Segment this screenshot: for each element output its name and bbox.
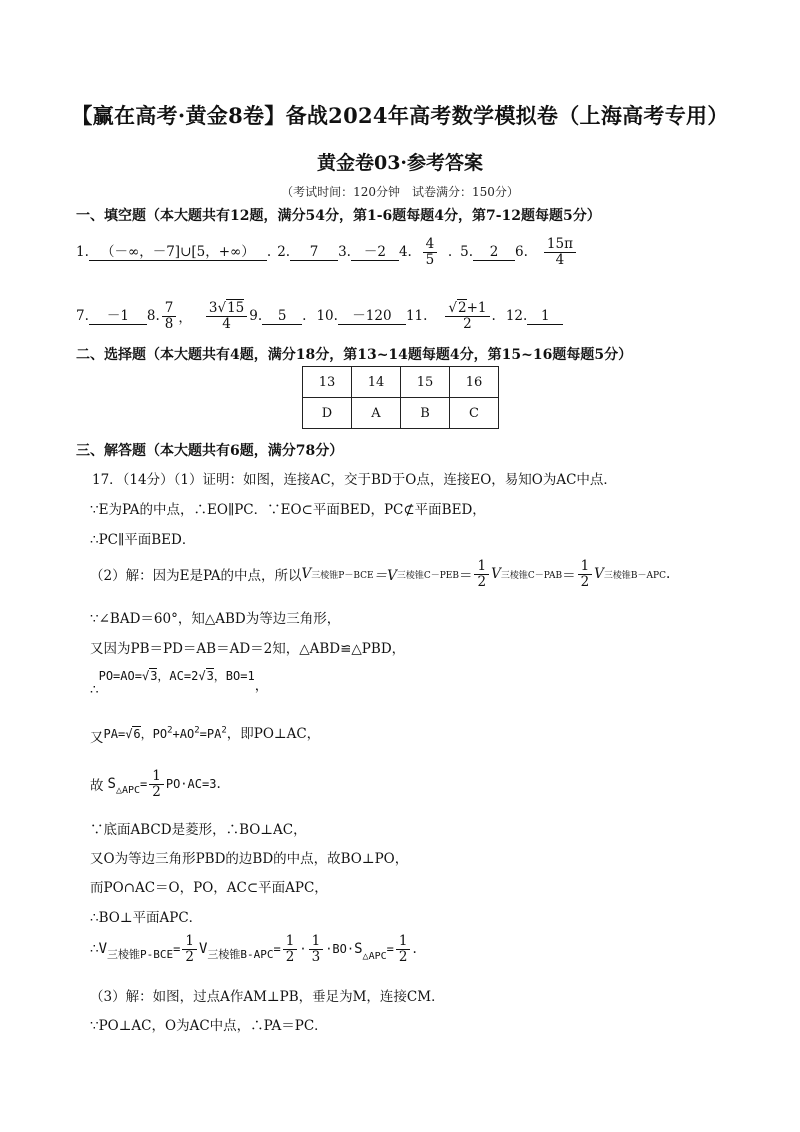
q12-answer: 1 (527, 308, 563, 325)
sqrt-expr: √3 (198, 669, 214, 683)
sqrt-expr: √3 (141, 669, 158, 683)
table-row (303, 367, 499, 398)
half-fraction (396, 934, 411, 963)
q6-numerator: 15π (544, 237, 576, 252)
q11-denominator: 2 (463, 315, 472, 332)
section1-heading: 一、填空题（本大题共有12题，满分54分，第1-6题每题4分，第7-12题每题5分） (76, 208, 601, 224)
math-expr: PA= (103, 727, 126, 741)
volume-symbol: ＝V (373, 568, 397, 584)
choice-answer-table (302, 366, 499, 429)
q5-number: 5. (460, 244, 474, 260)
section2-heading: 二、选择题（本大题共有4题，满分18分，第13~14题每题4分，第15~16题每题5分） (76, 347, 633, 363)
q2-answer: 7 (290, 244, 338, 261)
area-symbol: S (107, 776, 116, 792)
q11-plus-one: +1 (466, 300, 487, 317)
q8a-denominator: 8 (164, 315, 174, 332)
section3-heading: 三、解答题（本大题共有6题，满分78分） (76, 443, 344, 459)
q10-number: 10. (316, 308, 338, 324)
q11-fraction (445, 301, 489, 330)
question-number-cell: 13 (303, 367, 352, 398)
fill-answers-line2 (76, 294, 563, 338)
q7-answer: －1 (89, 308, 147, 325)
q11-number: 11. (405, 308, 428, 324)
fraction-denominator: 2 (285, 948, 295, 965)
q1-period: . (266, 244, 272, 260)
half-fraction (578, 559, 593, 588)
q8-separator: ， (178, 310, 192, 326)
volume-subscript: 三棱锥B-APC (207, 948, 274, 961)
q2-number: 2. (277, 244, 291, 260)
volume-subscript: 三棱锥P-BCE (107, 948, 174, 961)
q8b-denominator: 4 (222, 315, 231, 332)
half-fraction (149, 769, 164, 798)
equals-sign: = (273, 942, 281, 956)
q8-fraction-a (162, 301, 177, 330)
exam-info: （考试时间：120分钟 试卷满分：150分） (281, 185, 519, 199)
document-title: 【赢在高考·黄金8卷】备战2024年高考数学模拟卷（上海高考专用） (71, 103, 729, 128)
exponent: 2 (221, 725, 227, 736)
period: . (216, 776, 221, 792)
p17-line11: 又O为等边三角形PBD的边BD的中点，故BO⊥PO， (90, 851, 409, 867)
p17-line16: ∵PO⊥AC，O为AC中点，∴PA＝PC． (90, 1018, 328, 1034)
question-number-cell: 16 (450, 367, 499, 398)
p17-line4 (90, 554, 670, 594)
radicand: 3 (150, 669, 158, 683)
fraction-denominator: 2 (580, 573, 590, 590)
q5-answer: 2 (473, 244, 515, 261)
p17-line12: 而PO∩AC＝O，PO，AC⊂平面APC， (90, 880, 328, 896)
q4-number: 4. (398, 244, 412, 260)
equals-sign: = (386, 942, 394, 956)
line-prefix: 又 (90, 730, 104, 746)
equals-sign: ＝ (458, 568, 473, 584)
p17-line5: ∵∠BAD＝60°，知△ABD为等边三角形， (90, 611, 341, 627)
q6-number: 6. (515, 244, 528, 260)
p17-line10: ∵底面ABCD是菱形，∴BO⊥AC， (90, 822, 307, 838)
therefore-symbol: ∴ (90, 941, 99, 957)
volume-subscript: 三棱锥C－PEB (396, 570, 459, 581)
half-fraction (283, 934, 298, 963)
q9-answer: 5 (262, 308, 302, 325)
q11-numerator: √2+1 (445, 301, 489, 316)
radicand: 6 (133, 727, 141, 741)
answer-cell: D (303, 398, 352, 429)
volume-symbol: V (98, 941, 108, 957)
area-symbol: S (354, 941, 363, 957)
answer-cell: B (401, 398, 450, 429)
math-expr: +AO (172, 727, 195, 741)
third-fraction (309, 934, 324, 963)
comma: ， (254, 678, 269, 694)
answer-cell: A (352, 398, 401, 429)
fraction-denominator: 2 (398, 948, 408, 965)
math-expr: ，BO=1 (213, 669, 255, 683)
equals-sign: ＝ (562, 568, 576, 584)
period: . (412, 941, 417, 957)
fraction-numerator: 1 (309, 934, 324, 949)
fraction-denominator: 3 (311, 948, 321, 965)
p17-line15: （3）解：如图，过点A作AM⊥PB，垂足为M，连接CM． (90, 989, 445, 1005)
volume-symbol: V (301, 566, 312, 582)
math-expr: ，PO (140, 727, 168, 741)
math-expr: ·BO· (325, 942, 355, 956)
q6-answer (528, 237, 592, 266)
q7-number: 7. (76, 308, 89, 324)
fill-answers-line1 (76, 232, 592, 272)
volume-symbol: V (594, 566, 604, 582)
p17-line14 (90, 928, 417, 970)
q9-period: . (302, 308, 307, 324)
half-fraction (182, 934, 197, 963)
volume-subscript: 三棱锥B－APC (603, 570, 666, 581)
q8-fraction-b (206, 301, 247, 330)
p17-line2: ∵E为PA的中点，∴EO∥PC．∵EO⊂平面BED，PC⊄平面BED， (90, 502, 486, 518)
q8b-coefficient: 3 (208, 300, 218, 317)
fraction-numerator: 1 (149, 769, 164, 784)
therefore-symbol: ∴ (90, 682, 99, 698)
q3-number: 3. (338, 244, 351, 260)
document-subtitle: 黄金卷03·参考答案 (316, 152, 484, 174)
area-subscript: △APC (115, 785, 141, 796)
radicand: 3 (206, 669, 214, 683)
q8a-numerator: 7 (162, 301, 177, 316)
q10-answer: －120 (338, 308, 406, 325)
p17-line7 (90, 664, 269, 698)
exponent: 2 (194, 725, 200, 736)
fraction-denominator: 2 (152, 783, 161, 800)
math-expr: PO·AC=3 (165, 777, 217, 791)
p17-line1: 17．（14分）（1）证明：如图，连接AC，交于BD于O点，连接EO，易知O为AC中点． (92, 472, 617, 488)
volume-subscript: 三棱锥C－PAB (500, 570, 563, 581)
q8b-numerator: 3√15 (206, 301, 247, 316)
sqrt-expr: √6 (125, 727, 141, 741)
q6-fraction (544, 237, 576, 266)
fraction-numerator: 1 (396, 934, 411, 949)
q11-period: . (491, 308, 496, 324)
math-expr: PO=AO= (98, 669, 142, 683)
q8-number: 8. (146, 308, 160, 324)
exponent: 2 (167, 725, 173, 736)
fraction-numerator: 1 (578, 559, 593, 574)
q3-answer: －2 (351, 244, 399, 261)
fraction-numerator: 1 (283, 934, 298, 949)
q12-number: 12. (505, 308, 528, 324)
q4-answer (412, 237, 448, 266)
line-prefix: 故 (90, 778, 104, 794)
p17-line13: ∴BO⊥平面APC． (90, 910, 203, 926)
q11-radicand: 2 (458, 300, 467, 317)
question-number-cell: 14 (352, 367, 401, 398)
volume-symbol: V (198, 941, 208, 957)
math-expr: ，AC=2 (157, 669, 199, 683)
fraction-numerator: 1 (474, 559, 489, 574)
fraction-numerator: 1 (182, 934, 197, 949)
table-row (303, 398, 499, 429)
volume-symbol: V (491, 566, 501, 582)
math-expr: =PA (199, 727, 222, 741)
q6-denominator: 4 (555, 251, 565, 268)
answer-cell: C (450, 398, 499, 429)
fraction-denominator: 2 (477, 573, 487, 590)
q4-fraction (423, 237, 438, 266)
p17-line6: 又因为PB＝PD＝AB＝AD＝2知，△ABD≌△PBD， (90, 641, 406, 657)
q4-period: . (447, 244, 453, 260)
equals-sign: = (140, 777, 148, 791)
equals-sign: = (173, 942, 181, 956)
q8b-radicand: 15 (227, 300, 245, 317)
p17-line4-text: （2）解：因为E是PA的中点，所以 (90, 568, 302, 584)
p17-line3: ∴PC∥平面BED． (90, 532, 196, 548)
volume-subscript: 三棱锥P－BCE (311, 570, 374, 581)
dot-operator: · (299, 942, 307, 956)
q4-denominator: 5 (425, 251, 435, 268)
q1-answer: （－∞，－7]∪[5，+∞） (89, 244, 267, 261)
p17-line8 (90, 722, 321, 746)
q1-number: 1. (76, 244, 89, 260)
half-fraction (474, 559, 489, 588)
area-subscript: △APC (362, 951, 387, 962)
fraction-denominator: 2 (185, 948, 194, 965)
q4-numerator: 4 (423, 237, 438, 252)
p17-line9 (90, 764, 221, 804)
q9-number: 9. (249, 308, 263, 324)
math-expr: ，即PO⊥AC， (226, 726, 321, 742)
question-number-cell: 15 (401, 367, 450, 398)
period: . (665, 566, 671, 582)
